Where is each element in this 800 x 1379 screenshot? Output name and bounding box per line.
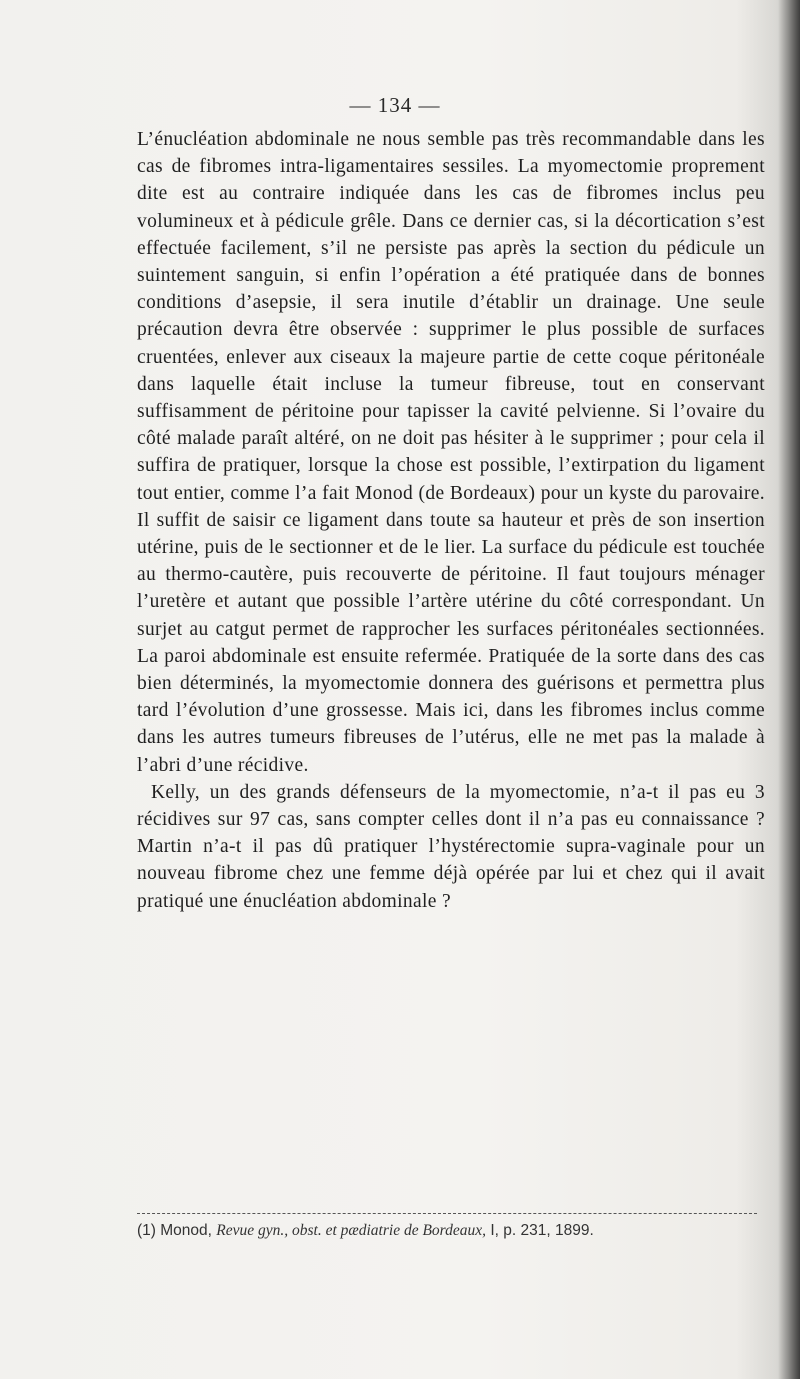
- footnote: [137, 1222, 777, 1240]
- footnote-details: I, p. 231, 1899.: [490, 1222, 594, 1239]
- footnote-separator: [137, 1213, 757, 1214]
- paragraph: L’énucléation abdominale ne nous semble pas très recommandable dans les cas de fibromes intra-ligamentaires sessiles. La myomectomie proprement dite est au contraire indiquée dans les cas de fibromes inclus peu volumineux et à pédicule grêle. Dans ce dernier cas, si la décortication s’est effectuée facilement, s’il ne persiste pas après la section du pédicule un suintement sanguin, si enfin l’opération a été pratiquée dans de bonnes conditions d’asepsie, il sera inutile d’établir un drainage. Une seule précaution devra être observée : supprimer le plus possible de surfaces cruentées, enlever aux ciseaux la majeure partie de cette coque péritonéale dans laquelle était incluse la tumeur fibreuse, tout en conservant suffisamment de péritoine pour tapisser la cavité pelvienne. Si l’ovaire du côté malade paraît altéré, on ne doit pas hésiter à le supprimer ; pour cela il suffira de pratiquer, lorsque la chose est possible, l’extirpation du ligament tout entier, comme l’a fait Monod (de Bordeaux) pour un kyste du parovaire. Il suffit de saisir ce ligament dans toute sa hauteur et près de son insertion utérine, puis de le sectionner et de le lier. La surface du pédicule est touchée au thermo-cautère, puis recouverte de péritoine. Il faut toujours ménager l’uretère et autant que possible l’artère utérine du côté correspondant. Un surjet au catgut permet de rapprocher les surfaces péritonéales sectionnées. La paroi abdominale est ensuite refermée. Pratiquée de la sorte dans des cas bien déterminés, la myomectomie donnera des guérisons et permettra plus tard l’évolution d’une grossesse. Mais ici, dans les fibromes inclus comme dans les autres tumeurs fibreuses de l’utérus, elle ne met pas la malade à l’abri d’une récidive.: [137, 129, 765, 776]
- footnote-author: Monod,: [160, 1222, 212, 1239]
- paragraph: Kelly, un des grands défenseurs de la myomectomie, n’a-t il pas eu 3 récidives sur 97 cas, sans compter celles dont il n’a pas eu connaissance ? Martin n’a-t il pas dû pratiquer l’hystérectomie supra-vaginale pour un nouveau fibrome chez une femme déjà opérée par lui et chez qui il avait pratiqué une énucléation abdominale ?: [137, 781, 765, 912]
- footnote-journal: Revue gyn., obst. et pædiatrie de Bordeaux,: [216, 1222, 487, 1239]
- main-text: [137, 126, 765, 915]
- page-edge-shadow: [778, 0, 800, 1379]
- footnote-marker: (1): [137, 1222, 156, 1239]
- page-number: — 134 —: [349, 93, 441, 117]
